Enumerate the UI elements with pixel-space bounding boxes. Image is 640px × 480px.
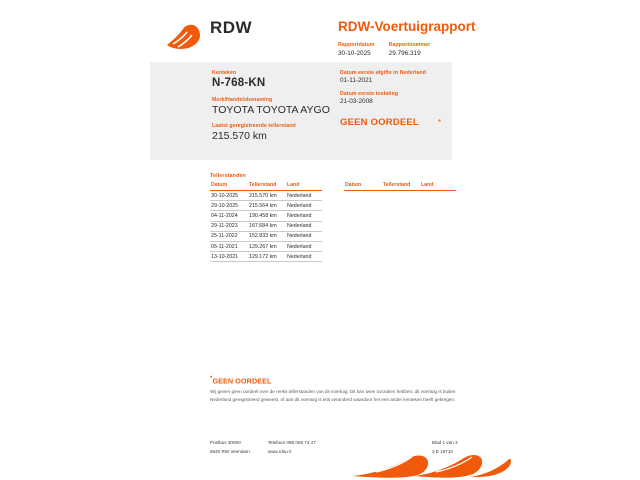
page-title: RDW-Voertuigrapport [338, 19, 476, 34]
odometer-table-continued [344, 181, 456, 262]
column-header-reading: Tellerstand [382, 181, 420, 191]
odometer-table [210, 181, 322, 262]
last-odometer-label: Laatst geregistreerde tellerstand [212, 123, 296, 130]
report-meta [338, 42, 430, 57]
cell-country: Nederland [286, 211, 322, 221]
cell-country: Nederland [286, 252, 322, 262]
table-row [210, 231, 322, 241]
document-footer [0, 436, 640, 480]
first-admission-label: Datum eerste toelating [340, 91, 399, 98]
column-header-country: Land [286, 181, 322, 191]
last-odometer-field [212, 123, 330, 142]
cell-date: 05-11-2021 [210, 241, 248, 251]
report-number-value: 29.796.319 [388, 50, 421, 57]
footer-po-box: Postbus 30000 [210, 440, 241, 445]
report-number-block [389, 42, 431, 57]
footer-contact [210, 439, 316, 456]
footer-website-link[interactable]: www.rdw.nl [267, 448, 291, 454]
verdict-badge: GEEN OORDEEL [340, 117, 419, 128]
footnote-section [210, 376, 460, 403]
cell-country: Nederland [286, 231, 322, 241]
table-row [210, 201, 322, 211]
first-admission-value: 21-03-2008 [340, 98, 373, 106]
cell-date: 29-10-2025 [210, 201, 248, 211]
cell-country: Nederland [286, 201, 322, 211]
vehicle-summary-right [340, 70, 426, 113]
first-admission-field [340, 91, 426, 105]
table-header-row [344, 181, 456, 191]
cell-reading: 215.570 km [248, 191, 286, 201]
rdw-flame-stripes-graphic [352, 452, 512, 478]
vehicle-summary-panel [150, 62, 452, 160]
first-registration-nl-label: Datum eerste afgifte in Nederland [340, 70, 427, 76]
table-header-row [210, 181, 322, 191]
cell-country: Nederland [286, 221, 322, 231]
make-model-label: Merk/Handelsbenaming [212, 97, 273, 104]
table-row [210, 211, 322, 221]
cell-reading: 215.564 km [248, 201, 286, 211]
licence-plate-label: Kenteken [212, 70, 237, 76]
cell-reading: 167.684 km [248, 221, 286, 231]
first-registration-nl-field [340, 70, 426, 84]
column-header-country: Land [420, 181, 456, 191]
table-row [210, 241, 322, 251]
footer-address-column [210, 439, 250, 456]
vehicle-summary-left [212, 70, 330, 149]
table-row [210, 191, 322, 201]
footer-city: 6640 RW Veendam [210, 448, 250, 454]
document-header [0, 10, 640, 58]
column-header-reading: Tellerstand [248, 181, 286, 191]
make-model-value: TOYOTA TOYOTA AYGO [212, 104, 330, 117]
report-date-block [338, 42, 375, 57]
cell-date: 04-11-2024 [210, 211, 248, 221]
verdict-footnote-marker: * [438, 118, 442, 127]
column-header-date: Datum [210, 181, 248, 191]
licence-plate-field [212, 70, 330, 90]
rdw-wordmark: RDW [210, 18, 253, 37]
cell-reading: 152.833 km [248, 231, 286, 241]
column-header-date: Datum [344, 181, 382, 191]
footnote-body: Wij geven geen oordeel over de reeks tellerstanden van dit voertuig. Dit kan twee oorzaken hebben: dit voertuig is buiten Nederland geregistreerd geweest, of aan dit voertuig is iets veranderd waardoor het een ander kenteken heeft gekregen. [210, 389, 456, 402]
odometer-readings-section [210, 173, 456, 262]
cell-reading: 190.458 km [248, 211, 286, 221]
cell-date: 30-10-2025 [210, 191, 248, 201]
licence-plate-value: N-768-KN [212, 77, 266, 89]
cell-reading: 129.172 km [248, 252, 286, 262]
footer-phone: Telefoon 088 008 74 47 [267, 440, 316, 445]
last-odometer-value: 215.570 km [212, 130, 267, 143]
rdw-flame-logo-icon [166, 24, 202, 50]
footer-page-number: Blad 1 van 3 [432, 440, 458, 445]
report-number-label: Rapportnummer [388, 42, 431, 48]
report-date-value: 30-10-2025 [338, 50, 371, 57]
first-registration-nl-value: 01-11-2021 [340, 77, 373, 84]
footer-contact-column [268, 439, 316, 456]
make-model-field [212, 97, 330, 116]
footnote-marker: * [210, 376, 213, 382]
footnote-title [210, 376, 460, 385]
cell-date: 25-11-2022 [210, 231, 248, 241]
table-row [210, 221, 322, 231]
footer-form-code: 3 E 19710 [432, 448, 453, 454]
report-date-label: Rapportdatum [338, 42, 375, 48]
cell-date: 29-11-2023 [210, 221, 248, 231]
cell-reading: 129.267 km [248, 241, 286, 251]
footnote-title-text: GEEN OORDEEL [212, 376, 272, 386]
table-row [210, 252, 322, 262]
cell-country: Nederland [286, 241, 322, 251]
odometer-section-title: Tellerstanden [210, 173, 246, 179]
cell-date: 13-10-2021 [210, 252, 248, 262]
cell-country: Nederland [286, 191, 322, 201]
